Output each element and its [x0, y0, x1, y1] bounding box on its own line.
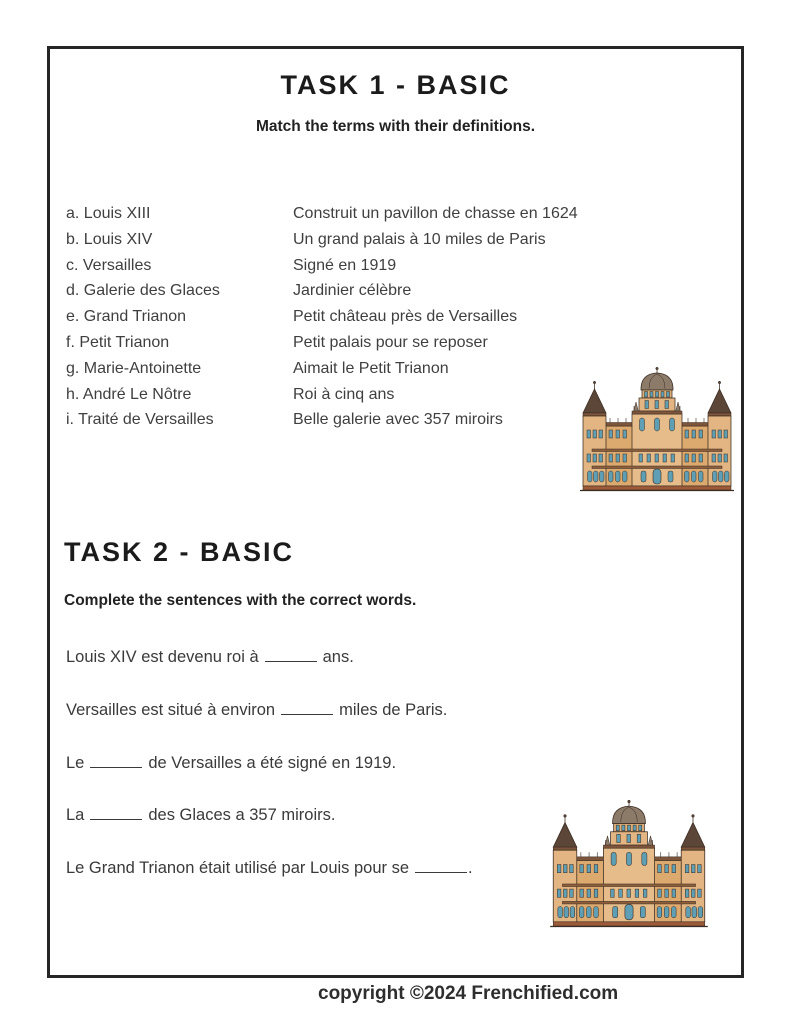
term-item: g. Marie-Antoinette	[66, 359, 202, 377]
sentence-after: miles de Paris.	[339, 701, 448, 719]
definition-item: Petit palais pour se reposer	[293, 333, 488, 351]
task2-instruction: Complete the sentences with the correct words.	[64, 592, 417, 609]
sentence-after: .	[468, 859, 473, 877]
definition-item: Aimait le Petit Trianon	[293, 359, 449, 377]
sentence-before: La	[66, 806, 85, 824]
sentence-before: Versailles est situé à environ	[66, 701, 276, 719]
definition-item: Jardinier célèbre	[293, 282, 412, 300]
term-item: b. Louis XIV	[66, 230, 153, 248]
definition-item: Petit château près de Versailles	[293, 308, 518, 326]
versailles-palace-illustration-1	[574, 366, 740, 492]
sentence-after: de Versailles a été signé en 1919.	[148, 754, 397, 772]
sentence-before: Le Grand Trianon était utilisé par Louis pour se	[66, 859, 410, 877]
definition-item: Belle galerie avec 357 miroirs	[293, 411, 503, 429]
term-item: h. André Le Nôtre	[66, 385, 192, 403]
definition-item: Roi à cinq ans	[293, 385, 395, 403]
term-item: e. Grand Trianon	[66, 308, 187, 326]
fill-in-sentence	[66, 701, 447, 720]
task1-instruction: Match the terms with their definitions.	[255, 118, 536, 135]
definition-item: Signé en 1919	[293, 256, 397, 274]
sentence-after: des Glaces a 357 miroirs.	[148, 806, 336, 824]
task1-definitions-list	[293, 201, 578, 433]
term-item: f. Petit Trianon	[66, 333, 170, 351]
answer-blank	[281, 710, 333, 715]
sentence-before: Louis XIV est devenu roi à	[66, 648, 259, 666]
term-item: c. Versailles	[66, 256, 152, 274]
sentence-after: ans.	[322, 648, 354, 666]
answer-blank	[415, 868, 467, 873]
sentence-before: Le	[66, 754, 85, 772]
palace-icon	[544, 799, 714, 928]
definition-item: Un grand palais à 10 miles de Paris	[293, 230, 546, 248]
definition-item: Construit un pavillon de chasse en 1624	[293, 205, 578, 222]
copyright-footer: copyright ©2024 Frenchified.com	[318, 983, 619, 1004]
fill-in-sentence	[66, 859, 473, 878]
term-item: i. Traité de Versailles	[66, 411, 214, 429]
answer-blank	[265, 657, 317, 662]
fill-in-sentence	[66, 648, 354, 667]
task1-title: TASK 1 - BASIC	[280, 70, 511, 100]
fill-in-sentence	[66, 806, 335, 825]
answer-blank	[90, 763, 142, 768]
fill-in-sentence	[66, 754, 396, 773]
term-item: d. Galerie des Glaces	[66, 282, 220, 300]
term-item: a. Louis XIII	[66, 205, 151, 222]
versailles-palace-illustration-2	[544, 799, 714, 928]
task1-terms-list	[66, 201, 220, 433]
answer-blank	[90, 815, 142, 820]
task2-title: TASK 2 - BASIC	[64, 537, 295, 567]
palace-icon	[574, 366, 740, 492]
